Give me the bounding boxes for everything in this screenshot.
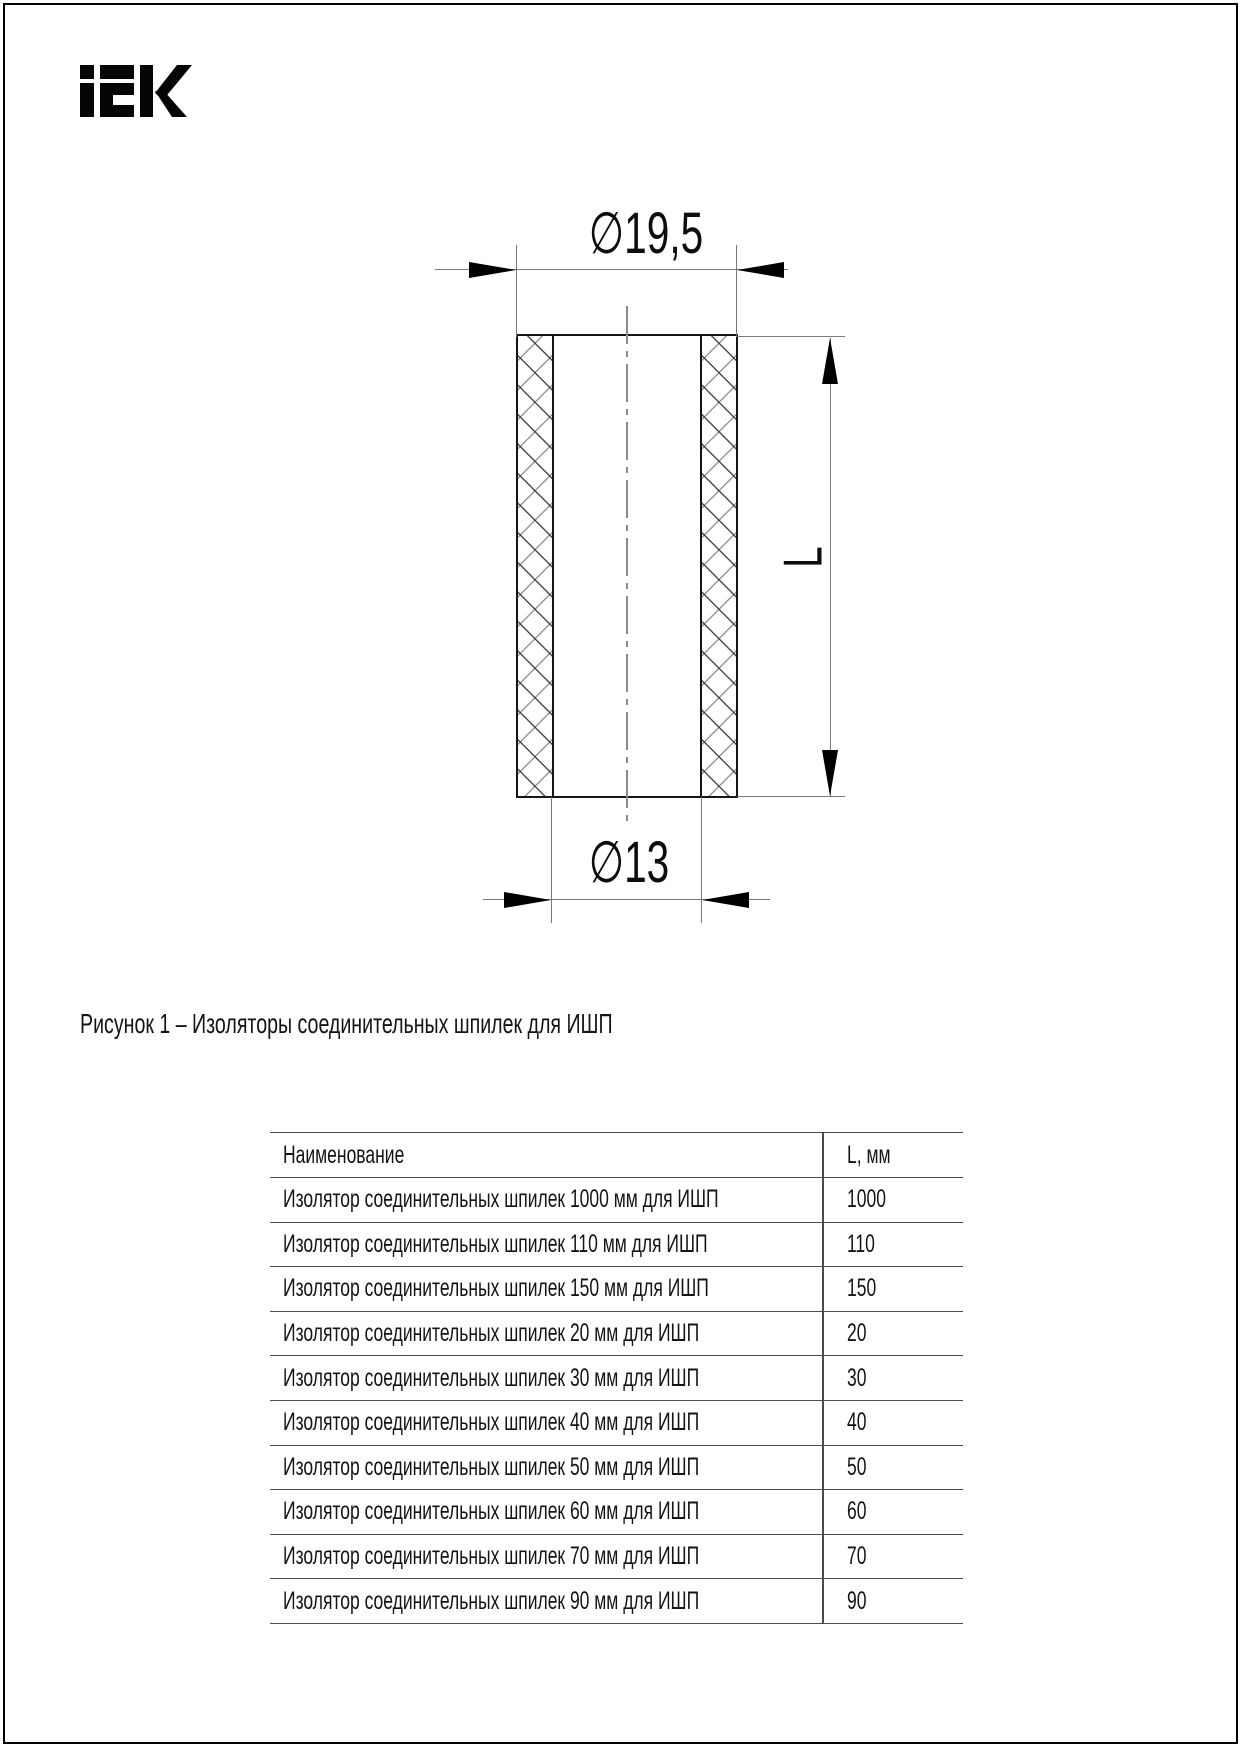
table-row [270,1535,963,1580]
table-cell-length [835,1274,963,1303]
table-cell-length-text: 1000 [847,1185,886,1214]
table-cell-length-text: 70 [847,1542,867,1571]
table-header-name-text: Наименование [283,1140,405,1169]
table-cell-name [270,1453,835,1482]
table-cell-length-text: 90 [847,1586,867,1615]
cylinder-left-wall-hatch [516,334,554,798]
outer-diameter-label: ∅19,5 [588,201,704,267]
arrowhead-inner-right-icon [702,892,749,908]
figure-caption [80,1008,841,1040]
table-cell-name-text: Изолятор соединительных шпилек 20 мм для ИШП [283,1319,700,1348]
table-header-row [270,1133,963,1178]
table-cell-length [835,1364,963,1393]
table-cell-name [270,1587,835,1616]
table-row [270,1579,963,1624]
table-cell-name-text: Изолятор соединительных шпилек 110 мм для ИШП [283,1229,708,1258]
table-header-name [270,1141,835,1170]
arrowhead-outer-right-icon [737,262,784,278]
table-cell-name-text: Изолятор соединительных шпилек 90 мм для ИШП [283,1586,700,1615]
ext-line-outer-left [516,245,517,337]
table-cell-length [835,1453,963,1482]
figure-caption-text: Рисунок 1 – Изоляторы соединительных шпилек для ИШП [80,1008,613,1039]
table-cell-name-text: Изолятор соединительных шпилек 150 мм для ИШП [283,1274,709,1303]
table-cell-length [835,1497,963,1526]
table-cell-name-text: Изолятор соединительных шпилек 1000 мм для ИШП [283,1185,719,1214]
table-cell-name-text: Изолятор соединительных шпилек 60 мм для ИШП [283,1497,700,1526]
table-row [270,1401,963,1446]
table-cell-name [270,1364,835,1393]
spec-table [270,1132,963,1624]
table-row [270,1490,963,1535]
table-cell-length-text: 50 [847,1452,867,1481]
table-row [270,1223,963,1268]
table-cell-name-text: Изолятор соединительных шпилек 50 мм для ИШП [283,1452,700,1481]
table-cell-length [835,1319,963,1348]
table-cell-length [835,1542,963,1571]
table-cell-length-text: 40 [847,1408,867,1437]
spec-table-body [270,1178,963,1624]
length-label: L [771,546,834,568]
arrowhead-length-top-icon [822,338,838,384]
table-cell-name [270,1497,835,1526]
cylinder-right-wall-hatch [700,334,738,798]
table-header-length-text: L, мм [847,1140,891,1169]
ext-line-inner-left [551,797,552,923]
iek-logo-icon [75,55,215,125]
table-cell-length [835,1185,963,1214]
table-cell-name-text: Изолятор соединительных шпилек 70 мм для ИШП [283,1542,700,1571]
table-cell-name-text: Изолятор соединительных шпилек 30 мм для ИШП [283,1363,700,1392]
table-row [270,1178,963,1223]
ext-line-length-top [737,336,845,337]
arrowhead-inner-left-icon [504,892,551,908]
arrowhead-outer-left-icon [469,262,516,278]
arrowhead-length-bottom-icon [822,750,838,796]
table-row [270,1312,963,1357]
table-row [270,1267,963,1312]
table-cell-length [835,1587,963,1616]
axis-centerline [626,306,628,827]
table-header-length [835,1141,963,1170]
table-cell-length-text: 150 [847,1274,877,1303]
table-cell-name [270,1185,835,1214]
table-cell-name-text: Изолятор соединительных шпилек 40 мм для ИШП [283,1408,700,1437]
table-cell-length-text: 110 [847,1229,875,1258]
table-cell-name [270,1230,835,1259]
table-cell-length [835,1408,963,1437]
table-cell-length-text: 30 [847,1363,867,1392]
table-column-divider [822,1133,824,1624]
table-cell-length-text: 60 [847,1497,867,1526]
table-cell-name [270,1274,835,1303]
table-cell-name [270,1319,835,1348]
inner-diameter-label: ∅13 [588,830,670,896]
table-cell-length [835,1230,963,1259]
table-cell-name [270,1408,835,1437]
table-row [270,1356,963,1401]
table-cell-name [270,1542,835,1571]
ext-line-outer-right [736,245,737,337]
table-row [270,1446,963,1491]
table-cell-length-text: 20 [847,1319,867,1348]
